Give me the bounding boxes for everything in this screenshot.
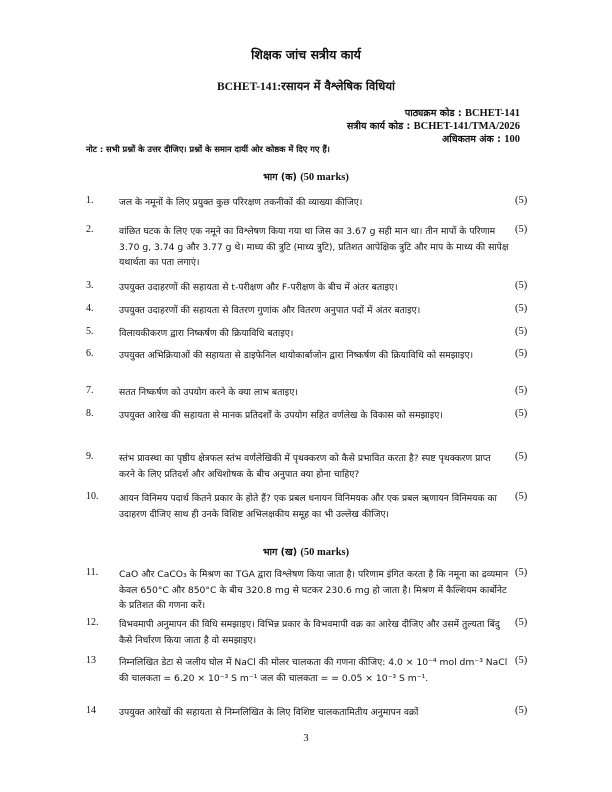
question-text: विलायकीकरण द्वारा निष्कर्षण की क्रियाविधि बताइए।: [119, 328, 294, 339]
question-marks: (5): [515, 303, 528, 314]
question-text: उपयुक्त उदाहरणों की सहायता से t-परीक्षण और F-परीक्षण के बीच में अंतर बताइए।: [119, 282, 398, 293]
section-a-marks: (50 marks): [300, 172, 349, 183]
question-marks: (5): [515, 655, 528, 666]
question-text: निम्नलिखित डेटा से जलीय घोल में NaCl की मोलर चालकता की गणना कीजिए: 4.0 × 10⁻⁴ mol dm⁻³ NaCl की चालकता = 6.20 × 10⁻³ S m⁻¹ जल की चालकता = = 0.05 × 10⁻³ S m⁻¹.: [119, 657, 508, 684]
course-code: BCHET-141:: [217, 81, 282, 93]
question-marks: (5): [515, 224, 528, 235]
course-subtitle: [0, 79, 612, 94]
question-marks: (5): [515, 280, 528, 291]
question-text: जल के नमूनों के लिए प्रयुक्त कुछ परिरक्षण तकनीकों की व्याख्या कीजिए।: [119, 197, 363, 208]
question-number: 11.: [86, 567, 99, 578]
question-marks: (5): [515, 348, 528, 359]
section-a-heading: [0, 170, 612, 183]
question-number: 1.: [86, 195, 94, 206]
question-marks: (5): [515, 617, 528, 628]
section-b-marks: (50 marks): [300, 547, 350, 558]
question-text: उपयुक्त उदाहरणों की सहायता से वितरण गुणांक और वितरण अनुपात पदों में अंतर बताइए।: [119, 305, 421, 316]
question-marks: (5): [515, 326, 528, 337]
question-number: 12.: [86, 617, 99, 628]
question-text: विभवमापी अनुमापन की विधि समझाइए। विभिन्न प्रकार के विभवमापी वक्र का आरेख दीजिए और उसमें तुल्यता बिंदु कैसे निर्धारण किया जाता है वो समझाइए।: [119, 619, 500, 646]
assignment-code-label: सत्रीय कार्य कोड :: [346, 121, 411, 132]
section-a-label: भाग (क): [263, 172, 297, 183]
question-text: सतत निष्कर्षण को उपयोग करने के क्या लाभ बताइए।: [119, 387, 298, 398]
page-number: 3: [303, 733, 309, 744]
question-number: 14: [86, 705, 96, 716]
course-code-value: BCHET-141: [464, 108, 520, 119]
assignment-code-line: [347, 119, 520, 132]
question-text: उपयुक्त आरेख की सहायता से मानक प्रतिदर्शों के उपयोग सहित वर्णलेख के विकास को समझाइए।: [119, 410, 443, 421]
question-text: स्तंभ प्रावस्था का पृष्ठीय क्षेत्रफल स्तंभ वर्णलेखिकी में पृथक्करण को कैसे प्रभावित करता है? स्पष्ट पृथक्करण प्राप्त करने के लिए प्रतिदर्श और अधिशोषक के बीच अनुपात क्या होना चाहिए?: [119, 453, 491, 480]
page-title: शिक्षक जांच सत्रीय कार्य: [251, 47, 361, 62]
assignment-code-value: BCHET-141/TMA/2026: [413, 121, 520, 132]
question-number: 7.: [86, 385, 94, 396]
question-number: 8.: [86, 408, 94, 419]
question-text: CaO और CaCO₃ के मिश्रण का TGA द्वारा विश्लेषण किया जाता है। परिणाम इंगित करता है कि नमूना का द्रव्यमान केवल 650°C और 850°C के बीच 320.8 mg से घटकर 230.6 mg हो जाता है। मिश्रण में कैल्शियम कार्बोनेट के प्रतिशत की गणना करें।: [119, 569, 509, 611]
max-marks-label: अधिकतम अंक :: [442, 134, 501, 145]
max-marks-value: 100: [504, 134, 520, 145]
question-text: उपयुक्त अभिक्रियाओं की सहायता से डाइफेनिल थायोकार्बाजोन द्वारा निष्कर्षण की क्रियाविधि को समझाइए।: [119, 350, 474, 361]
question-text: उपयुक्त आरेखों की सहायता से निम्नलिखित के लिए विशिष्ट चालकतामितीय अनुमापन वक्रों: [119, 707, 419, 718]
question-marks: (5): [515, 491, 528, 502]
question-marks: (5): [515, 195, 528, 206]
question-number: 5.: [86, 326, 94, 337]
question-marks: (5): [515, 451, 528, 462]
question-number: 9.: [86, 451, 94, 462]
question-number: 2.: [86, 224, 94, 235]
question-number: 3.: [86, 280, 94, 291]
question-text: वांछित घटक के लिए एक नमूने का विश्लेषण किया गया था जिस का 3.67 g सही मान था। तीन मापों के परिणाम 3.70 g, 3.74 g और 3.77 g थे। माध्य की त्रुटि (माध्य त्रुटि), प्रतिशत आपेक्षिक त्रुटि और माप के माध्य की सापेक्ष यथार्थता का पता लगाएं।: [119, 226, 509, 268]
course-name: रसायन में वैश्लेषिक विधियां: [281, 79, 395, 93]
question-marks: (5): [515, 385, 528, 396]
instructions-note: नोट : सभी प्रश्नों के उत्तर दीजिए। प्रश्नों के समान दायीं ओर कोष्ठक में दिए गए हैं।: [86, 144, 330, 154]
question-number: 10.: [86, 491, 99, 502]
question-marks: (5): [515, 408, 528, 419]
question-number: 4.: [86, 303, 94, 314]
section-b-label: भाग (ख): [262, 547, 298, 558]
question-number: 6.: [86, 348, 94, 359]
section-b-heading: [0, 545, 612, 558]
course-code-line: [405, 106, 520, 119]
question-text: आयन विनिमय पदार्थ कितने प्रकार के होते हैं? एक प्रबल धनायन विनिमयक और एक प्रबल ऋणायन विनिमयक का उदाहरण दीजिए साथ ही उनके विशिष्ट अभिलक्षकीय समूह का भी उल्लेख कीजिए।: [119, 493, 497, 520]
question-marks: (5): [515, 705, 528, 716]
question-number: 13: [86, 655, 96, 666]
question-marks: (5): [515, 567, 528, 578]
course-code-label: पाठ्यक्रम कोड :: [404, 108, 462, 119]
